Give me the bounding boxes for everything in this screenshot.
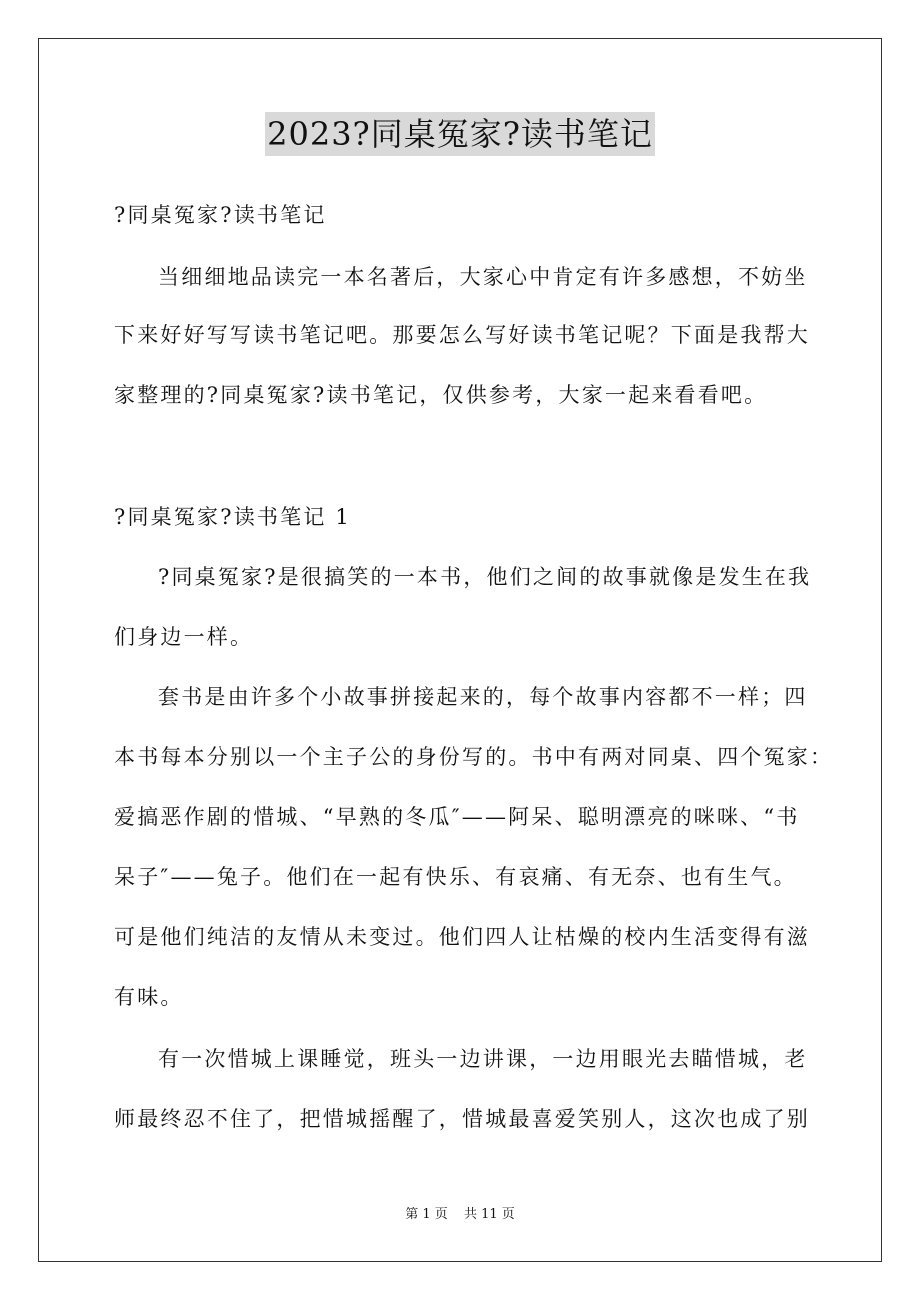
paragraph-line: 可是他们纯洁的友情从未变过。他们四人让枯燥的校内生活变得有滋 (114, 925, 810, 949)
paragraph-line: 爱搞恶作剧的惜城、“早熟的冬瓜″——阿呆、聪明漂亮的咪咪、“书 (114, 805, 800, 829)
paragraph-line: 当细细地品读完一本名著后，大家心中肯定有许多感想，不妨坐 (158, 265, 808, 289)
paragraph-line: 师最终忍不住了，把惜城摇醒了，惜城最喜爱笑别人，这次也成了别 (114, 1107, 810, 1131)
page-footer (0, 1206, 920, 1224)
section-heading: ?同桌冤家?读书笔记 (114, 203, 327, 227)
section-heading: ?同桌冤家?读书笔记 1 (114, 505, 351, 529)
title-container (0, 112, 920, 156)
paragraph-line: 套书是由许多个小故事拼接起来的，每个故事内容都不一样；四 (158, 685, 808, 709)
paragraph-line: 家整理的?同桌冤家?读书笔记，仅供参考，大家一起来看看吧。 (114, 383, 768, 407)
paragraph-line: 有一次惜城上课睡觉，班头一边讲课，一边用眼光去瞄惜城，老 (158, 1047, 808, 1071)
paragraph-line: 本书每本分别以一个主子公的身份写的。书中有两对同桌、四个冤家： (114, 745, 834, 769)
paragraph-line: 们身边一样。 (114, 625, 254, 649)
paragraph-line: 有味。 (114, 985, 184, 1009)
page-number: 第 1 页 (405, 1207, 448, 1222)
paragraph-line: 下来好好写写读书笔记吧。那要怎么写好读书笔记呢？下面是我帮大 (114, 323, 810, 347)
paragraph-line: ?同桌冤家?是很搞笑的一本书，他们之间的故事就像是发生在我 (158, 565, 812, 589)
page-total: 共 11 页 (463, 1207, 515, 1222)
document-title: 2023?同桌冤家?读书笔记 (265, 112, 655, 156)
paragraph-line: 呆子″——兔子。他们在一起有快乐、有哀痛、有无奈、也有生气。 (114, 865, 797, 889)
